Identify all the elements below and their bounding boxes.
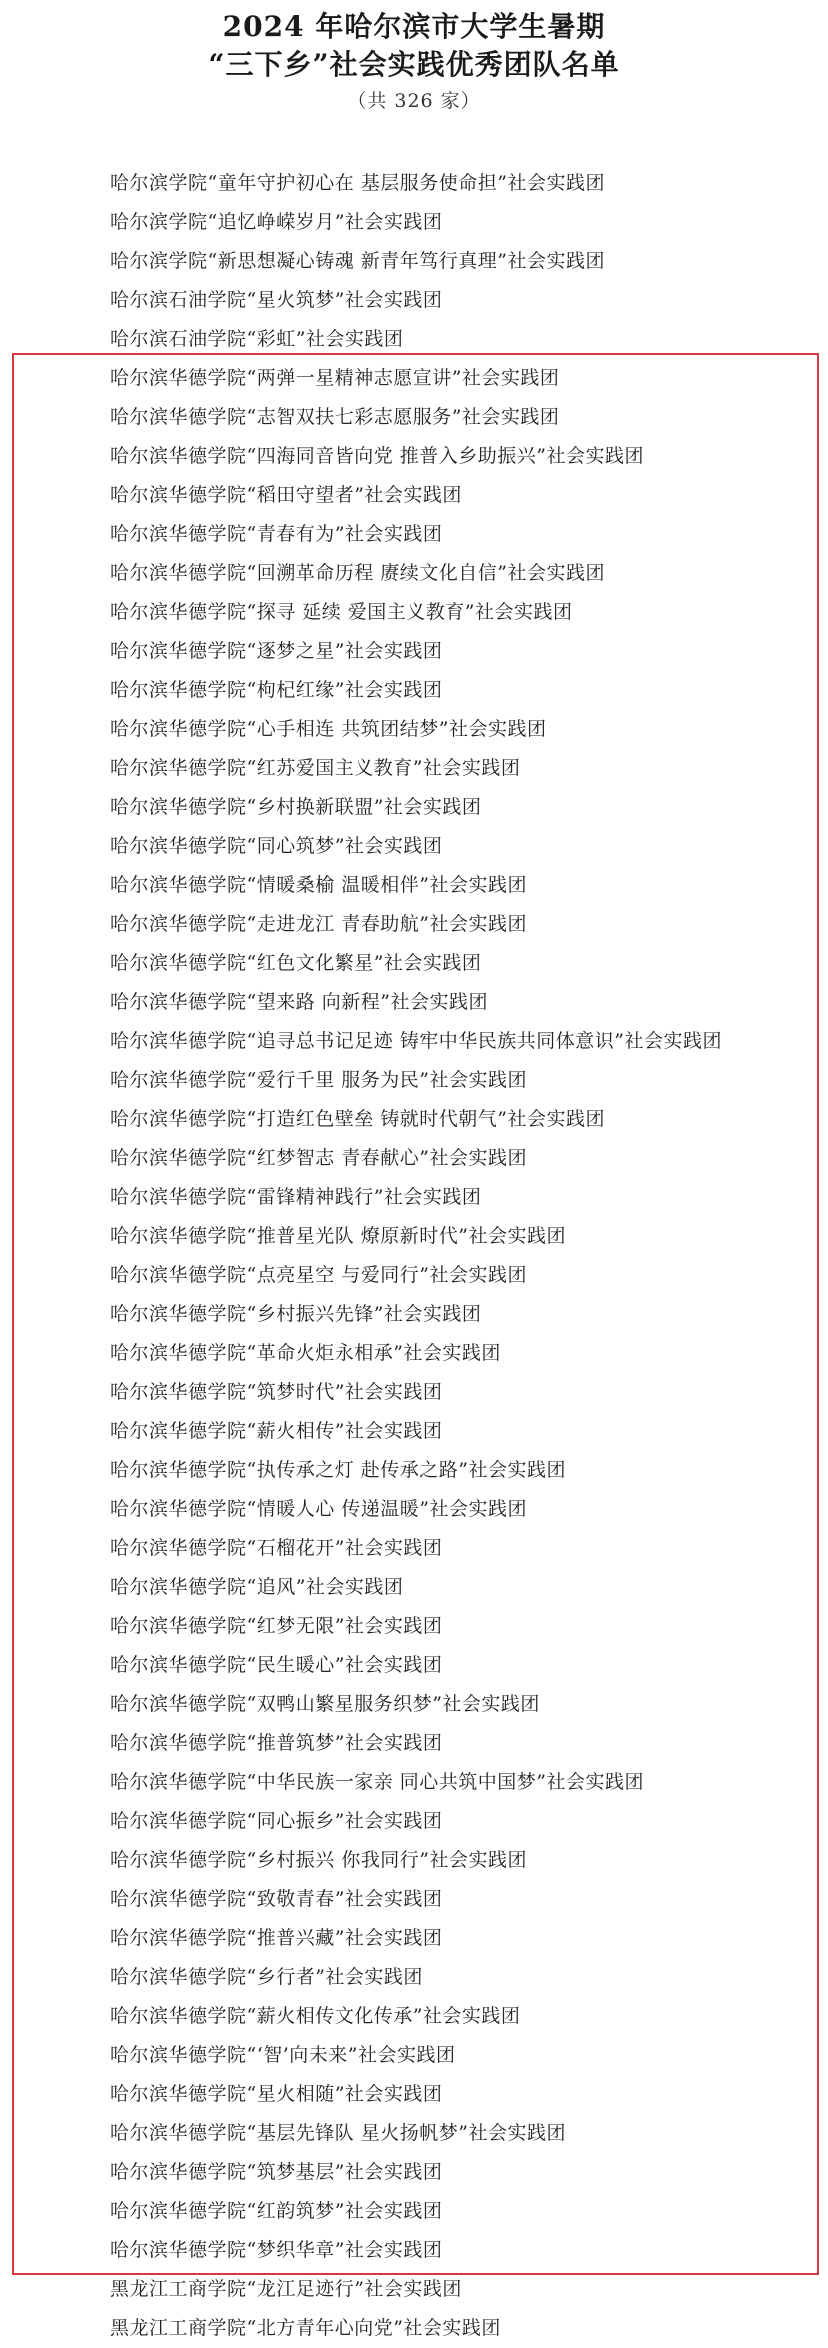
team-list-item: 哈尔滨华德学院“情暖桑榆 温暖相伴”社会实践团 xyxy=(110,874,527,896)
team-list-item: 哈尔滨华德学院“红梦智志 青春献心”社会实践团 xyxy=(110,1147,527,1169)
team-list-item: 哈尔滨学院“追忆峥嵘岁月”社会实践团 xyxy=(110,211,443,233)
team-list-item: 哈尔滨华德学院“乡村换新联盟”社会实践团 xyxy=(110,796,482,818)
team-list-item: 哈尔滨华德学院“致敬青春”社会实践团 xyxy=(110,1888,443,1910)
team-list-item: 哈尔滨石油学院“彩虹”社会实践团 xyxy=(110,328,404,350)
document-header xyxy=(0,8,828,116)
team-list-item: 哈尔滨华德学院“雷锋精神践行”社会实践团 xyxy=(110,1186,482,1208)
team-list-item: 哈尔滨华德学院“中华民族一家亲 同心共筑中国梦”社会实践团 xyxy=(110,1771,644,1793)
team-list-item: 哈尔滨华德学院“枸杞红缘”社会实践团 xyxy=(110,679,443,701)
team-list-item: 哈尔滨华德学院“双鸭山繁星服务织梦”社会实践团 xyxy=(110,1693,540,1715)
team-list-item: 哈尔滨华德学院“志智双扶七彩志愿服务”社会实践团 xyxy=(110,406,560,428)
team-list-item: 哈尔滨华德学院“乡村振兴先锋”社会实践团 xyxy=(110,1303,482,1325)
team-list-item: 哈尔滨华德学院“青春有为”社会实践团 xyxy=(110,523,443,545)
team-list-item: 哈尔滨华德学院“红梦无限”社会实践团 xyxy=(110,1615,443,1637)
team-list-item: 哈尔滨华德学院“推普兴藏”社会实践团 xyxy=(110,1927,443,1949)
team-list-item: 哈尔滨华德学院“乡村振兴 你我同行”社会实践团 xyxy=(110,1849,527,1871)
team-list-item: 哈尔滨华德学院“追风”社会实践团 xyxy=(110,1576,404,1598)
team-list-item: 哈尔滨华德学院“筑梦时代”社会实践团 xyxy=(110,1381,443,1403)
team-list-item: 哈尔滨华德学院“‘智’向未来”社会实践团 xyxy=(110,2044,456,2066)
team-list-item: 哈尔滨华德学院“推普筑梦”社会实践团 xyxy=(110,1732,443,1754)
team-list-item: 哈尔滨华德学院“红色文化繁星”社会实践团 xyxy=(110,952,482,974)
team-list-item: 哈尔滨华德学院“红韵筑梦”社会实践团 xyxy=(110,2200,443,2222)
team-list-item: 哈尔滨华德学院“心手相连 共筑团结梦”社会实践团 xyxy=(110,718,547,740)
team-list-item: 哈尔滨华德学院“筑梦基层”社会实践团 xyxy=(110,2161,443,2183)
team-list xyxy=(110,164,790,2348)
team-list-item: 哈尔滨华德学院“爱行千里 服务为民”社会实践团 xyxy=(110,1069,527,1091)
team-list-item: 哈尔滨华德学院“点亮星空 与爱同行”社会实践团 xyxy=(110,1264,527,1286)
team-list-item: 哈尔滨华德学院“同心筑梦”社会实践团 xyxy=(110,835,443,857)
team-list-item: 哈尔滨华德学院“两弹一星精神志愿宣讲”社会实践团 xyxy=(110,367,560,389)
team-list-item: 哈尔滨学院“童年守护初心在 基层服务使命担”社会实践团 xyxy=(110,172,605,194)
team-list-item: 哈尔滨华德学院“红苏爱国主义教育”社会实践团 xyxy=(110,757,521,779)
team-list-item: 哈尔滨华德学院“逐梦之星”社会实践团 xyxy=(110,640,443,662)
team-list-item: 哈尔滨华德学院“回溯革命历程 赓续文化自信”社会实践团 xyxy=(110,562,605,584)
team-list-item: 哈尔滨华德学院“情暖人心 传递温暖”社会实践团 xyxy=(110,1498,527,1520)
team-list-item: 黑龙江工商学院“北方青年心向党”社会实践团 xyxy=(110,2317,501,2339)
document-title-line-1: 2024 年哈尔滨市大学生暑期 xyxy=(222,10,606,43)
team-list-item: 哈尔滨学院“新思想凝心铸魂 新青年笃行真理”社会实践团 xyxy=(110,250,605,272)
team-list-item: 哈尔滨石油学院“星火筑梦”社会实践团 xyxy=(110,289,443,311)
team-list-item: 哈尔滨华德学院“薪火相传文化传承”社会实践团 xyxy=(110,2005,521,2027)
team-list-item: 哈尔滨华德学院“基层先锋队 星火扬帆梦”社会实践团 xyxy=(110,2122,566,2144)
team-list-item: 哈尔滨华德学院“打造红色壁垒 铸就时代朝气”社会实践团 xyxy=(110,1108,605,1130)
team-list-item: 哈尔滨华德学院“走进龙江 青春助航”社会实践团 xyxy=(110,913,527,935)
team-list-item: 哈尔滨华德学院“执传承之灯 赴传承之路”社会实践团 xyxy=(110,1459,566,1481)
team-list-item: 哈尔滨华德学院“民生暖心”社会实践团 xyxy=(110,1654,443,1676)
team-list-item: 哈尔滨华德学院“稻田守望者”社会实践团 xyxy=(110,484,462,506)
team-list-item: 哈尔滨华德学院“同心振乡”社会实践团 xyxy=(110,1810,443,1832)
team-list-item: 哈尔滨华德学院“望来路 向新程”社会实践团 xyxy=(110,991,488,1013)
team-list-item: 黑龙江工商学院“龙江足迹行”社会实践团 xyxy=(110,2278,462,2300)
document-title-line-2: “三下乡”社会实践优秀团队名单 xyxy=(208,48,620,81)
document-subtitle-count: （共 326 家） xyxy=(347,90,481,112)
team-list-item: 哈尔滨华德学院“追寻总书记足迹 铸牢中华民族共同体意识”社会实践团 xyxy=(110,1030,722,1052)
team-list-item: 哈尔滨华德学院“石榴花开”社会实践团 xyxy=(110,1537,443,1559)
team-list-item: 哈尔滨华德学院“革命火炬永相承”社会实践团 xyxy=(110,1342,501,1364)
team-list-item: 哈尔滨华德学院“推普星光队 燎原新时代”社会实践团 xyxy=(110,1225,566,1247)
team-list-item: 哈尔滨华德学院“乡行者”社会实践团 xyxy=(110,1966,423,1988)
team-list-item: 哈尔滨华德学院“薪火相传”社会实践团 xyxy=(110,1420,443,1442)
team-list-item: 哈尔滨华德学院“探寻 延续 爱国主义教育”社会实践团 xyxy=(110,601,573,623)
team-list-item: 哈尔滨华德学院“四海同音皆向党 推普入乡助振兴”社会实践团 xyxy=(110,445,644,467)
team-list-item: 哈尔滨华德学院“梦织华章”社会实践团 xyxy=(110,2239,443,2261)
team-list-item: 哈尔滨华德学院“星火相随”社会实践团 xyxy=(110,2083,443,2105)
